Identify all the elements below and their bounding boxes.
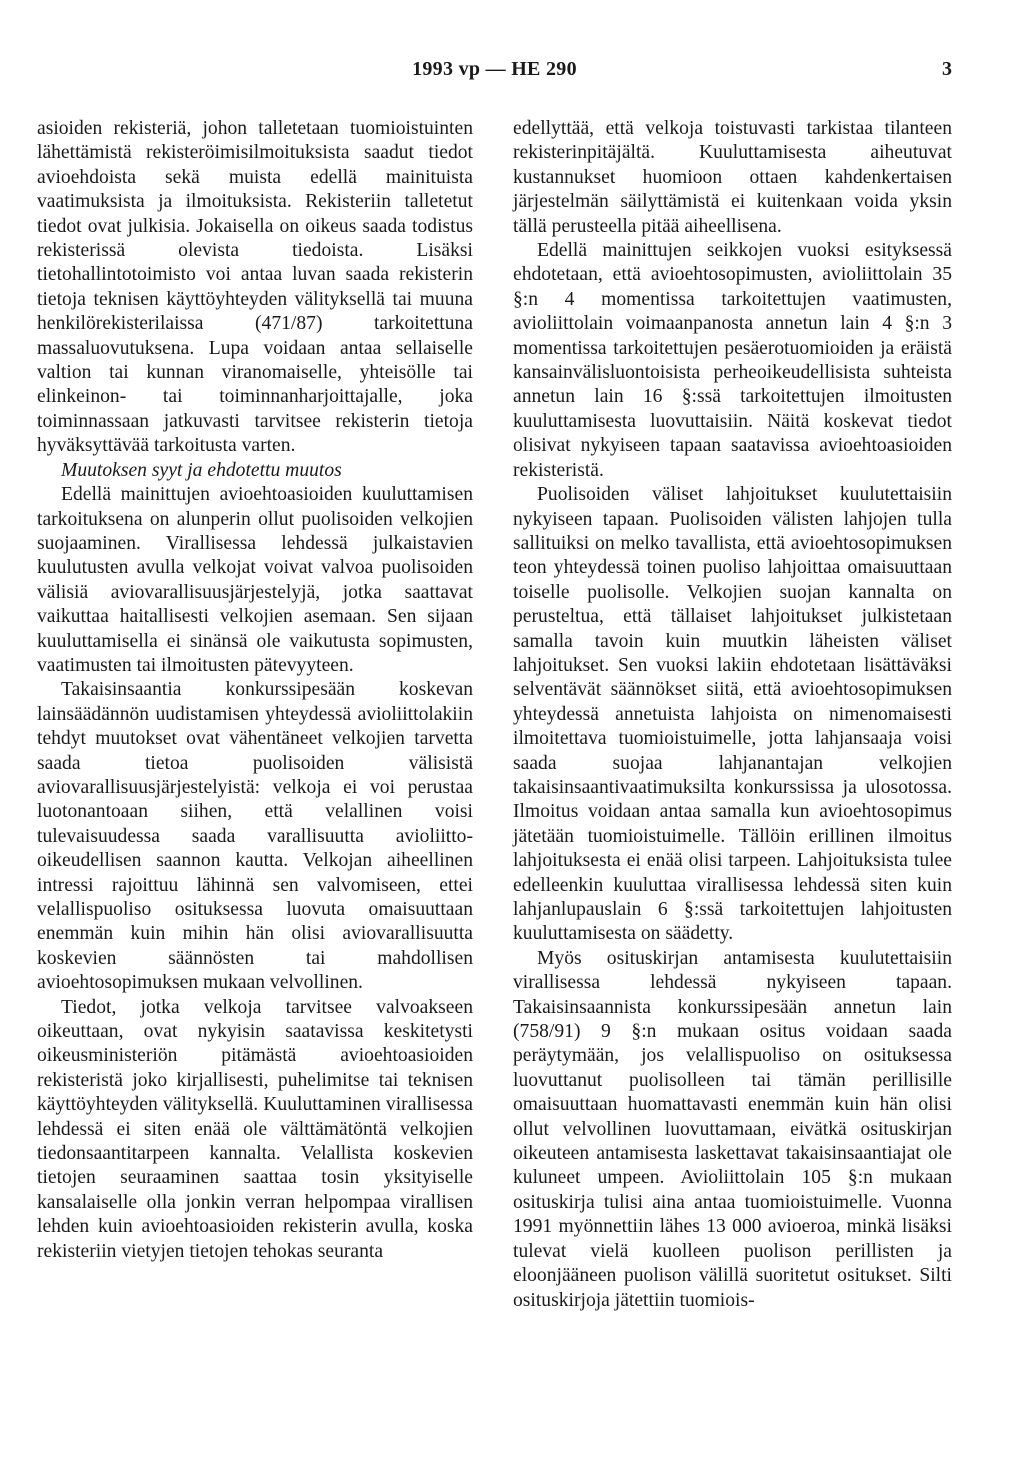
paragraph: Puolisoiden väliset lahjoitukset kuulutettaisiin nykyiseen tapaan. Puolisoiden välisten lahjojen tulla sallituiksi on melko tavallista, että avioehtosopimuksen teon yhteydessä toinen puoliso lahjoittaa omaisuuttaan toiselle puolisolle. Velkojien suojan kannalta on perusteltua, että tällaiset lahjoitukset julkistetaan samalla tavoin kuin muutkin läheisten väliset lahjoitukset. Sen vuoksi lakiin ehdotetaan lisättäväksi selventävät säännökset siitä, että avioehtosopimuksen yhteydessä annetuista lahjoista on nimenomaisesti ilmoitettava tuomioistuimelle, jotta lahjansaaja voisi saada suojaa lahjanantajan velkojien takaisinsaantivaatimuksilta konkurssissa ja ulosotossa. Ilmoitus voidaan antaa samalla kun avioehtosopimus jätetään tuomioistuimelle. Tällöin erillinen ilmoitus lahjoituksesta ei enää olisi tarpeen. Lahjoituksista tulee edelleenkin kuuluttaa virallisessa lehdessä siten kuin lahjanlupauslain 6 §:ssä tarkoitettujen lahjoitusten kuuluttamisesta on säädetty. <box>513 484 952 945</box>
section-heading: Muutoksen syyt ja ehdotettu muutos <box>61 459 342 481</box>
paragraph: Tiedot, jotka velkoja tarvitsee valvoakseen oikeuttaan, ovat nykyisin saatavissa keskitetysti oikeusministeriön pitämästä avioehtoasioiden rekisteristä joko kirjallisesti, puhelimitse tai teknisen käyttöyhteyden välityksellä. Kuuluttaminen virallisessa lehdessä ei siten enää ole välttämätöntä velkojien tiedonsaantitarpeen kannalta. Velallista koskevien tietojen seuraaminen saattaa tosin yksityiselle kansalaiselle olla jonkin verran helpompaa virallisen lehden kuin avioehtoasioiden rekisterin avulla, koska rekisteriin vietyjen tietojen tehokas seuranta <box>37 996 473 1262</box>
paragraph: edellyttää, että velkoja toistuvasti tarkistaa tilanteen rekisterinpitäjältä. Kuuluttamisesta aiheutuvat kustannukset huomioon ottaen kahdenkertaisen järjestelmän säilyttämistä ei kuitenkaan voida yksin tällä perusteella pitää aiheellisena. <box>513 118 952 237</box>
document-title: 1993 vp — HE 290 <box>412 58 577 80</box>
left-column <box>37 117 473 1264</box>
paragraph: Edellä mainittujen seikkojen vuoksi esityksessä ehdotetaan, että avioehtosopimusten, avioliittolain 35 §:n 4 momentissa tarkoitettujen vaatimusten, avioliittolain voimaanpanosta annetun lain 4 §:n 3 momentissa tarkoitettujen pesäerotuomioiden ja eräistä kansainvälisluontoisista perheoikeudellisista suhteista annetun lain 16 §:ssä tarkoitettujen ilmoitusten kuuluttamisesta luovuttaisiin. Näitä koskevat tiedot olisivat nykyiseen tapaan saatavissa avioehtoasioiden rekisteristä. <box>513 240 952 481</box>
page-header <box>37 58 952 90</box>
page-number: 3 <box>942 58 952 80</box>
paragraph: Myös osituskirjan antamisesta kuulutettaisiin virallisessa lehdessä nykyiseen tapaan. Takaisinsaannista konkurssipesään annetun lain (758/91) 9 §:n mukaan ositus voidaan saada peräytymään, jos velallispuoliso on osituksessa luovuttanut puolisolleen tai tämän perillisille omaisuuttaan huomattavasti enemmän kuin hän olisi ollut velvollinen luovuttamaan, eivätkä osituskirjan oikeuteen antamisesta laskettavat takaisinsaantiajat ole kuluneet umpeen. Avioliittolain 105 §:n mukaan osituskirja tulisi aina antaa tuomioistuimelle. Vuonna 1991 myönnettiin lähes 13 000 avioeroa, minkä lisäksi tulevat vielä kuolleen puolison perillisten ja eloonjääneen puolison välillä suoritetut ositukset. Silti osituskirjoja jätettiin tuomiois- <box>513 947 952 1311</box>
paragraph: Takaisinsaantia konkurssipesään koskevan lainsäädännön uudistamisen yhteydessä avioliittolakiin tehdyt muutokset ovat vähentäneet velkojien tarvetta saada tietoa puolisoiden välisistä aviovarallisuusjärjestelyistä: velkoja ei voi perustaa luotonantoaan siihen, että velallinen voisi tulevaisuudessa saada varallisuutta avioliitto-oikeudellisen saannon kautta. Velkojan aiheellinen intressi rajoittuu lähinnä sen valvomiseen, ettei velallispuoliso osituksessa luovuta omaisuuttaan enemmän kuin mihin hän olisi aviovarallisuutta koskevien säännösten tai mahdollisen avioehtosopimuksen mukaan velvollinen. <box>37 679 473 994</box>
paragraph: asioiden rekisteriä, johon talletetaan tuomioistuinten lähettämistä rekisteröimisilmoituksista saadut tiedot avioehdoista sekä muista edellä mainituista vaatimuksista ja ilmoituksista. Rekisteriin talletetut tiedot ovat julkisia. Jokaisella on oikeus saada todistus rekisterissä olevista tiedoista. Lisäksi tietohallintotoimisto voi antaa luvan saada rekisterin tietoja teknisen käyttöyhteyden välityksellä tai muuna henkilörekisterilaissa (471/87) tarkoitettuna massaluovutuksena. Lupa voidaan antaa sellaiselle valtion tai kunnan viranomaiselle, yhteisölle tai elinkeinon- tai toiminnanharjoittajalle, joka toiminnassaan jatkuvasti tarvitsee rekisterin tietoja hyväksyttävää tarkoitusta varten. <box>37 118 473 457</box>
paragraph: Edellä mainittujen avioehtoasioiden kuuluttamisen tarkoituksena on alunperin ollut puolisoiden velkojien suojaaminen. Virallisessa lehdessä julkaistavien kuulutusten avulla velkojat voivat valvoa puolisoiden välisiä aviovarallisuusjärjestelyjä, jotka saattavat vaikuttaa haitallisesti velkojien asemaan. Sen sijaan kuuluttamisella ei sinänsä ole vaikutusta sopimusten, vaatimusten tai ilmoitusten pätevyyteen. <box>37 484 473 676</box>
right-column <box>513 117 952 1313</box>
